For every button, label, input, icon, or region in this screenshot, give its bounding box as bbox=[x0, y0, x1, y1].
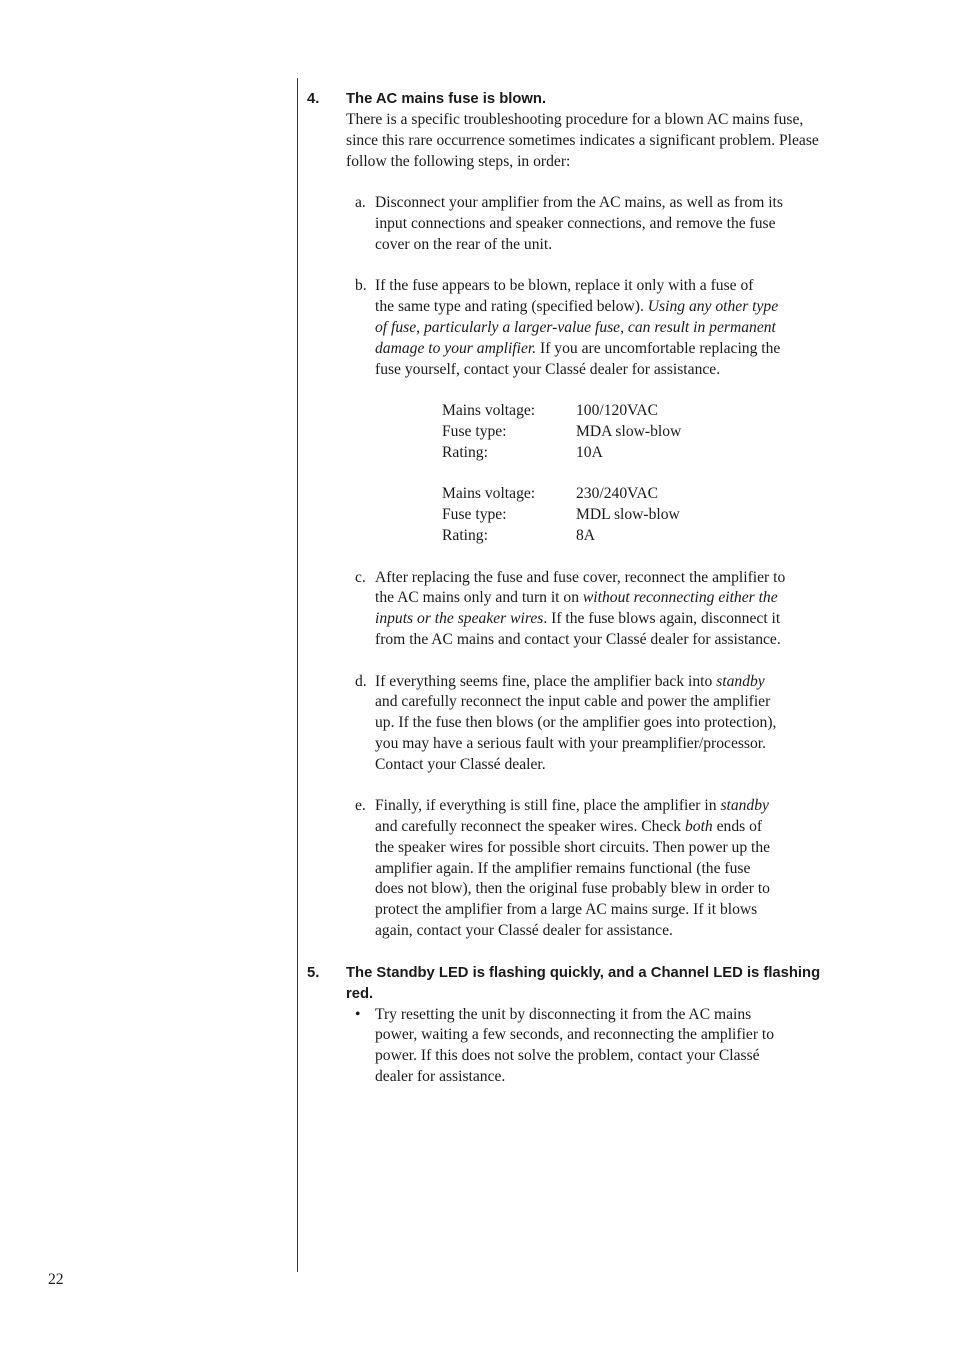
text-line: power, waiting a few seconds, and reconnecting the amplifier to bbox=[375, 1026, 775, 1044]
page-content bbox=[307, 89, 867, 1088]
step-b-marker: b. bbox=[355, 277, 367, 295]
text-line: There is a specific troubleshooting procedure for a blown AC mains fuse, bbox=[346, 111, 804, 128]
item-5-title-line: red. bbox=[346, 985, 374, 1002]
text-line: inputs or the speaker wires. If the fuse blows again, disconnect it bbox=[375, 610, 781, 628]
text-line: the same type and rating (specified below). Using any other type bbox=[375, 298, 779, 316]
text-line: follow the following steps, in order: bbox=[346, 152, 571, 170]
fuse-spec-table-1 bbox=[307, 401, 867, 463]
step-c-marker: c. bbox=[355, 568, 366, 586]
text-line: input connections and speaker connections, and remove the fuse bbox=[375, 214, 776, 232]
text-line: power. If this does not solve the problem, contact your Classé bbox=[375, 1047, 760, 1065]
text-line: After replacing the fuse and fuse cover, reconnect the amplifier to bbox=[375, 568, 786, 586]
item-4-intro bbox=[307, 110, 867, 172]
item-5-heading bbox=[307, 963, 867, 1005]
spec-label: Rating: bbox=[442, 526, 488, 544]
fuse-spec-table-2 bbox=[307, 484, 867, 546]
text-line: the speaker wires for possible short circuits. Then power up the bbox=[375, 838, 771, 856]
spec-row bbox=[442, 401, 867, 422]
step-e bbox=[307, 796, 825, 942]
text-line: you may have a serious fault with your preamplifier/processor. bbox=[375, 734, 767, 752]
text-line: amplifier again. If the amplifier remains functional (the fuse bbox=[375, 859, 751, 877]
emphasis-text: without reconnecting either the bbox=[582, 589, 778, 607]
text-line: Disconnect your amplifier from the AC mains, as well as from its bbox=[375, 194, 783, 212]
emphasis-text: standby bbox=[720, 797, 769, 815]
spec-label: Mains voltage: bbox=[442, 402, 536, 420]
item-5-bullet bbox=[307, 1005, 825, 1088]
step-d-marker: d. bbox=[355, 672, 367, 690]
item-5-title-line: The Standby LED is flashing quickly, and a Channel LED is flashing bbox=[346, 964, 821, 981]
item-4-title: The AC mains fuse is blown. bbox=[346, 91, 547, 107]
text-line: the AC mains only and turn it on without reconnecting either the bbox=[375, 589, 778, 607]
text-line: fuse yourself, contact your Classé dealer for assistance. bbox=[375, 360, 721, 378]
emphasis-text: both bbox=[685, 818, 713, 836]
warning-text: damage to your amplifier. bbox=[375, 339, 537, 357]
text-line: damage to your amplifier. If you are uncomfortable replacing the bbox=[375, 339, 781, 357]
spec-label: Mains voltage: bbox=[442, 485, 536, 503]
step-e-marker: e. bbox=[355, 797, 366, 815]
text-line: protect the amplifier from a large AC mains surge. If it blows bbox=[375, 901, 758, 919]
text-line: does not blow), then the original fuse probably blew in order to bbox=[375, 880, 770, 898]
text-line: since this rare occurrence sometimes indicates a significant problem. Please bbox=[346, 131, 819, 149]
text-line: up. If the fuse then blows (or the amplifier goes into protection), bbox=[375, 714, 777, 732]
margin-rule bbox=[297, 78, 298, 1272]
text-line: from the AC mains and contact your Classé dealer for assistance. bbox=[375, 630, 781, 648]
text-line: Contact your Classé dealer. bbox=[375, 755, 546, 773]
spec-row bbox=[442, 422, 867, 443]
step-a bbox=[307, 193, 825, 255]
text-line: again, contact your Classé dealer for assistance. bbox=[375, 922, 673, 940]
spec-value: 8A bbox=[576, 526, 596, 544]
spec-row bbox=[442, 505, 867, 526]
step-c bbox=[307, 568, 825, 651]
spec-value: 230/240VAC bbox=[576, 485, 659, 503]
item-5-number: 5. bbox=[307, 964, 320, 981]
spec-value: 100/120VAC bbox=[576, 402, 659, 420]
text-line: Finally, if everything is still fine, place the amplifier in standby bbox=[375, 797, 769, 815]
text-line bbox=[375, 318, 825, 339]
step-a-marker: a. bbox=[355, 194, 366, 212]
spec-value: MDL slow-blow bbox=[576, 506, 680, 524]
item-4-heading bbox=[307, 89, 867, 110]
spec-row bbox=[442, 484, 867, 505]
bullet-marker: • bbox=[355, 1005, 361, 1023]
spec-row bbox=[442, 526, 867, 547]
page-number: 22 bbox=[48, 1271, 64, 1288]
text-line: If everything seems fine, place the amplifier back into standby bbox=[375, 672, 765, 690]
spec-row bbox=[442, 443, 867, 464]
step-d bbox=[307, 672, 825, 776]
text-line: Try resetting the unit by disconnecting it from the AC mains bbox=[375, 1005, 752, 1023]
warning-text: of fuse, particularly a larger-value fuse, can result in permanent bbox=[375, 318, 776, 336]
step-b bbox=[307, 276, 825, 380]
spec-value: MDA slow-blow bbox=[576, 422, 682, 440]
text-line: dealer for assistance. bbox=[375, 1068, 506, 1086]
spec-label: Rating: bbox=[442, 443, 488, 461]
warning-text: Using any other type bbox=[647, 298, 779, 316]
spec-value: 10A bbox=[576, 443, 603, 461]
spec-label: Fuse type: bbox=[442, 422, 507, 440]
emphasis-text: inputs or the speaker wires bbox=[375, 610, 544, 628]
emphasis-text: standby bbox=[716, 672, 765, 690]
text-line: cover on the rear of the unit. bbox=[375, 235, 553, 253]
spec-label: Fuse type: bbox=[442, 506, 507, 524]
text-line: and carefully reconnect the input cable and power the amplifier bbox=[375, 693, 771, 711]
item-4-number: 4. bbox=[307, 91, 320, 107]
text-line: and carefully reconnect the speaker wires. Check both ends of bbox=[375, 818, 763, 836]
text-line: If the fuse appears to be blown, replace it only with a fuse of bbox=[375, 277, 754, 295]
